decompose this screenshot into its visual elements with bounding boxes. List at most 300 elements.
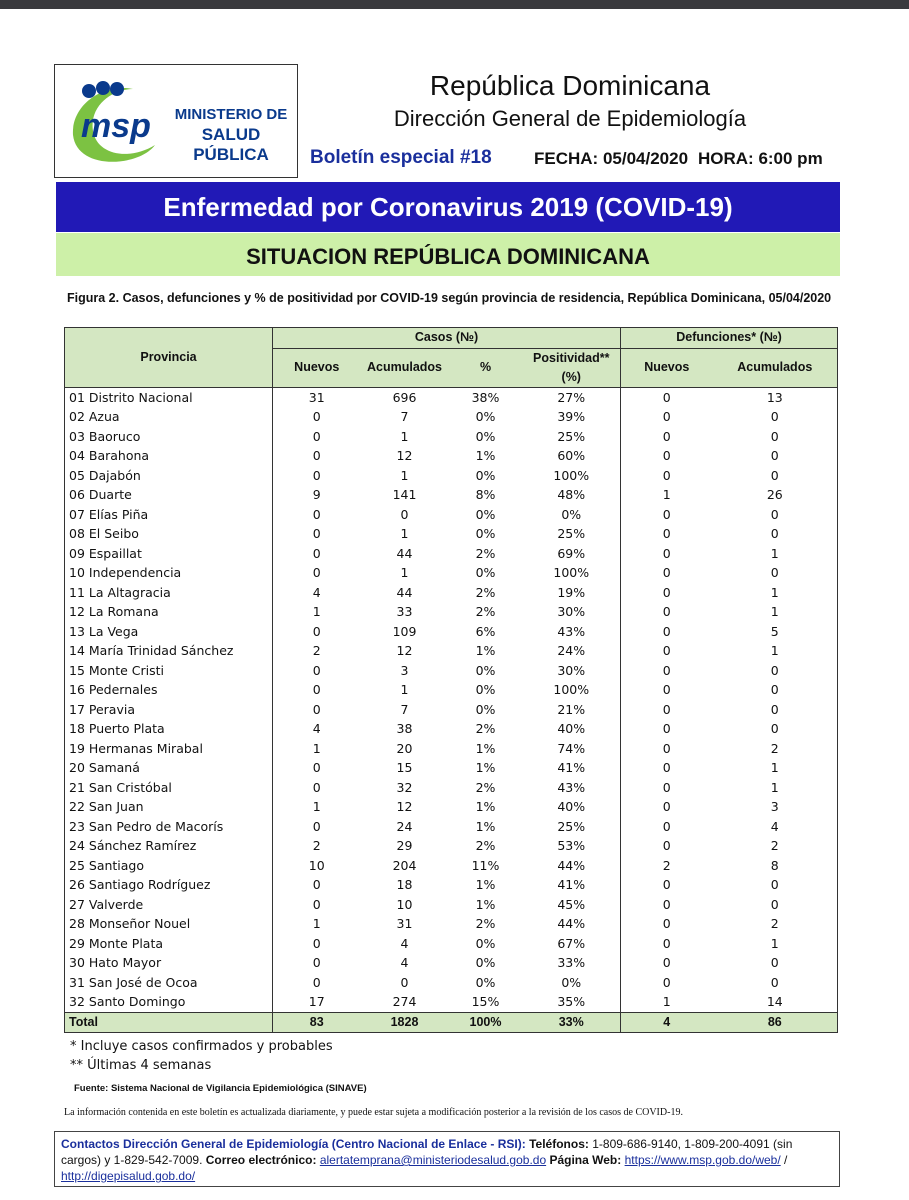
cell-def-acumulados: 2 <box>713 914 838 934</box>
source-note: Fuente: Sistema Nacional de Vigilancia Epidemiológica (SINAVE) <box>74 1083 367 1094</box>
bulletin-time: HORA: 6:00 pm <box>698 149 823 168</box>
col-pct: % <box>449 348 523 387</box>
cell-province: 19 Hermanas Mirabal <box>65 739 273 759</box>
cell-nuevos: 1 <box>312 604 321 620</box>
cell-positividad: 44% <box>523 856 621 876</box>
cell-def-nuevos: 0 <box>662 974 671 990</box>
cell-nuevos: 0 <box>312 662 321 678</box>
cell-nuevos: 0 <box>312 506 321 522</box>
table-row <box>65 739 838 759</box>
table-row <box>65 992 838 1012</box>
table-row <box>65 895 838 915</box>
cell-def-nuevos: 0 <box>662 565 671 581</box>
cell-positividad: 43% <box>523 778 621 798</box>
cell-province: 20 Samaná <box>65 758 273 778</box>
cell-pct: 0% <box>475 428 496 444</box>
cell-nuevos: 0 <box>312 701 321 717</box>
cell-acumulados: 12 <box>396 643 413 659</box>
phones: 1-809-686-9140, 1-809-200-4091 (sin cargos) y 1-829-542-7009. <box>61 1137 793 1167</box>
cell-def-acumulados: 2 <box>713 739 838 759</box>
cell-def-nuevos: 0 <box>662 721 671 737</box>
cell-nuevos: 4 <box>312 584 321 600</box>
cell-def-nuevos: 0 <box>662 799 671 815</box>
cell-nuevos: 9 <box>312 487 321 503</box>
disclaimer: La información contenida en este boletín es actualizada diariamente, y puede estar sujeta a modificación posterior a la revisión de los casos de COVID-19. <box>64 1107 683 1118</box>
cell-positividad: 48% <box>523 485 621 505</box>
cell-positividad: 69% <box>523 544 621 564</box>
cell-positividad: 35% <box>523 992 621 1012</box>
cell-positividad: 0% <box>523 505 621 525</box>
cell-def-nuevos: 0 <box>662 701 671 717</box>
bulletin-date: FECHA: 05/04/2020 <box>534 149 689 168</box>
cell-province: 10 Independencia <box>65 563 273 583</box>
cell-def-acumulados: 0 <box>713 407 838 427</box>
table-row <box>65 875 838 895</box>
cell-def-nuevos: 0 <box>662 506 671 522</box>
cell-acumulados: 20 <box>396 740 413 756</box>
cell-province: 22 San Juan <box>65 797 273 817</box>
table-row <box>65 602 838 622</box>
cell-def-nuevos: 0 <box>662 916 671 932</box>
table-row <box>65 719 838 739</box>
cell-def-nuevos: 0 <box>662 526 671 542</box>
table-row <box>65 407 838 427</box>
table-row <box>65 427 838 447</box>
cell-province: 07 Elías Piña <box>65 505 273 525</box>
cell-def-nuevos: 0 <box>662 389 671 405</box>
cell-def-acumulados: 0 <box>713 875 838 895</box>
cell-def-nuevos: 0 <box>662 409 671 425</box>
cell-nuevos: 0 <box>312 896 321 912</box>
cell-province: 04 Barahona <box>65 446 273 466</box>
cell-def-acumulados: 13 <box>713 387 838 407</box>
cell-positividad: 41% <box>523 758 621 778</box>
cell-province: 11 La Altagracia <box>65 583 273 603</box>
cell-acumulados: 0 <box>400 506 409 522</box>
cell-nuevos: 1 <box>312 740 321 756</box>
cell-acumulados: 1 <box>400 526 409 542</box>
cell-nuevos: 0 <box>312 565 321 581</box>
logo-line1: MINISTERIO DE <box>174 106 288 123</box>
cell-pct: 2% <box>475 779 496 795</box>
cell-pct: 0% <box>475 662 496 678</box>
cell-pct: 0% <box>475 974 496 990</box>
email-label: Correo electrónico: <box>205 1153 317 1167</box>
cell-positividad: 74% <box>523 739 621 759</box>
cell-province: 05 Dajabón <box>65 466 273 486</box>
cell-pct: 2% <box>475 584 496 600</box>
table-row <box>65 387 838 407</box>
cell-nuevos: 0 <box>312 682 321 698</box>
cell-nuevos: 0 <box>312 526 321 542</box>
cell-province: 12 La Romana <box>65 602 273 622</box>
banner-title: Enfermedad por Coronavirus 2019 (COVID-19) <box>56 182 840 232</box>
cell-positividad: 43% <box>523 622 621 642</box>
cell-province: 03 Baoruco <box>65 427 273 447</box>
cell-acumulados: 4 <box>400 935 409 951</box>
group-casos: Casos (№) <box>273 328 621 349</box>
cell-def-nuevos: 0 <box>662 623 671 639</box>
cell-def-acumulados: 14 <box>713 992 838 1012</box>
cell-pct: 0% <box>475 409 496 425</box>
cell-def-acumulados: 0 <box>713 524 838 544</box>
cell-nuevos: 0 <box>312 623 321 639</box>
cell-nuevos: 17 <box>308 994 325 1010</box>
cell-acumulados: 44 <box>396 584 413 600</box>
cell-positividad: 0% <box>523 973 621 993</box>
cell-def-nuevos: 0 <box>662 643 671 659</box>
cell-pct: 38% <box>471 389 500 405</box>
cell-positividad: 67% <box>523 934 621 954</box>
total-row <box>65 1012 838 1033</box>
cell-nuevos: 2 <box>312 838 321 854</box>
cell-positividad: 25% <box>523 817 621 837</box>
total-positividad: 33% <box>523 1012 621 1033</box>
cell-acumulados: 33 <box>396 604 413 620</box>
cell-province: 09 Espaillat <box>65 544 273 564</box>
cell-province: 13 La Vega <box>65 622 273 642</box>
cell-acumulados: 141 <box>392 487 417 503</box>
col-provincia: Provincia <box>65 328 273 388</box>
cell-acumulados: 1 <box>400 428 409 444</box>
cell-def-acumulados: 1 <box>713 583 838 603</box>
cell-province: 28 Monseñor Nouel <box>65 914 273 934</box>
cell-def-acumulados: 1 <box>713 778 838 798</box>
col-nuevos: Nuevos <box>273 348 361 387</box>
cell-nuevos: 1 <box>312 916 321 932</box>
cell-province: 01 Distrito Nacional <box>65 387 273 407</box>
table-row <box>65 544 838 564</box>
total-label: Total <box>65 1012 273 1033</box>
department-title: Dirección General de Epidemiología <box>393 106 747 131</box>
cell-acumulados: 696 <box>392 389 417 405</box>
cell-def-acumulados: 0 <box>713 953 838 973</box>
table-row <box>65 583 838 603</box>
cell-pct: 6% <box>475 623 496 639</box>
cell-def-nuevos: 0 <box>662 760 671 776</box>
phones-label: Teléfonos: <box>529 1137 589 1151</box>
cell-def-acumulados: 0 <box>713 563 838 583</box>
table-row <box>65 641 838 661</box>
cell-acumulados: 10 <box>396 896 413 912</box>
cases-table <box>64 327 838 1033</box>
cell-nuevos: 0 <box>312 545 321 561</box>
col-acumulados: Acumulados <box>361 348 449 387</box>
col-positividad: Positividad** (%) <box>523 348 621 387</box>
cell-pct: 0% <box>475 955 496 971</box>
cell-nuevos: 0 <box>312 955 321 971</box>
email-link[interactable]: alertatemprana@ministeriodesalud.gob.do <box>319 1153 547 1167</box>
cell-positividad: 44% <box>523 914 621 934</box>
table-row <box>65 466 838 486</box>
cell-province: 25 Santiago <box>65 856 273 876</box>
cell-pct: 0% <box>475 935 496 951</box>
cell-acumulados: 3 <box>400 662 409 678</box>
cell-def-nuevos: 0 <box>662 838 671 854</box>
cell-acumulados: 12 <box>396 448 413 464</box>
cell-province: 29 Monte Plata <box>65 934 273 954</box>
cell-acumulados: 31 <box>396 916 413 932</box>
cell-def-acumulados: 0 <box>713 446 838 466</box>
table-row <box>65 934 838 954</box>
cell-acumulados: 7 <box>400 701 409 717</box>
cell-positividad: 100% <box>523 563 621 583</box>
cell-pct: 0% <box>475 565 496 581</box>
cell-province: 15 Monte Cristi <box>65 661 273 681</box>
table-row <box>65 953 838 973</box>
cell-pct: 1% <box>475 643 496 659</box>
cell-positividad: 21% <box>523 700 621 720</box>
cell-def-acumulados: 4 <box>713 817 838 837</box>
cell-acumulados: 32 <box>396 779 413 795</box>
cell-def-acumulados: 1 <box>713 544 838 564</box>
cell-acumulados: 1 <box>400 565 409 581</box>
cell-def-acumulados: 0 <box>713 895 838 915</box>
total-pct: 100% <box>449 1012 523 1033</box>
table-row <box>65 563 838 583</box>
cell-acumulados: 38 <box>396 721 413 737</box>
table-row <box>65 914 838 934</box>
cell-positividad: 40% <box>523 719 621 739</box>
cell-acumulados: 12 <box>396 799 413 815</box>
cell-nuevos: 1 <box>312 799 321 815</box>
cell-nuevos: 0 <box>312 935 321 951</box>
cell-positividad: 53% <box>523 836 621 856</box>
cell-nuevos: 0 <box>312 409 321 425</box>
cell-pct: 15% <box>471 994 500 1010</box>
cell-acumulados: 24 <box>396 818 413 834</box>
cell-positividad: 25% <box>523 524 621 544</box>
cell-positividad: 19% <box>523 583 621 603</box>
figure-caption: Figura 2. Casos, defunciones y % de positividad por COVID-19 según provincia de residencia, República Dominicana, 05/04/2020 <box>67 291 832 305</box>
cell-def-acumulados: 2 <box>713 836 838 856</box>
cell-pct: 1% <box>475 818 496 834</box>
cell-pct: 2% <box>475 721 496 737</box>
cell-province: 24 Sánchez Ramírez <box>65 836 273 856</box>
cell-nuevos: 0 <box>312 467 321 483</box>
table-row <box>65 778 838 798</box>
cell-def-acumulados: 8 <box>713 856 838 876</box>
msp-logo <box>54 64 298 178</box>
cell-def-nuevos: 0 <box>662 448 671 464</box>
cell-positividad: 40% <box>523 797 621 817</box>
cell-acumulados: 18 <box>396 877 413 893</box>
cell-def-acumulados: 0 <box>713 700 838 720</box>
cell-nuevos: 0 <box>312 760 321 776</box>
contact-title: Contactos Dirección General de Epidemiología (Centro Nacional de Enlace - RSI): <box>61 1137 526 1151</box>
bulletin-number: Boletín especial #18 <box>310 147 492 168</box>
cell-acumulados: 4 <box>400 955 409 971</box>
cell-positividad: 25% <box>523 427 621 447</box>
cell-nuevos: 2 <box>312 643 321 659</box>
cell-nuevos: 0 <box>312 448 321 464</box>
cell-def-acumulados: 1 <box>713 758 838 778</box>
msp-logo-icon <box>63 75 171 169</box>
bulletin-row <box>310 147 840 173</box>
cell-pct: 0% <box>475 526 496 542</box>
table-row <box>65 505 838 525</box>
cell-def-nuevos: 0 <box>662 877 671 893</box>
cell-pct: 11% <box>471 857 500 873</box>
cell-def-acumulados: 0 <box>713 973 838 993</box>
cell-def-nuevos: 2 <box>662 857 671 873</box>
cell-def-nuevos: 0 <box>662 682 671 698</box>
cell-pct: 0% <box>475 467 496 483</box>
cell-acumulados: 44 <box>396 545 413 561</box>
cell-acumulados: 109 <box>392 623 417 639</box>
cell-province: 08 El Seibo <box>65 524 273 544</box>
cell-def-nuevos: 0 <box>662 604 671 620</box>
footnote-2: ** Últimas 4 semanas <box>70 1058 212 1073</box>
cell-nuevos: 10 <box>308 857 325 873</box>
cell-acumulados: 1 <box>400 467 409 483</box>
logo-line2: SALUD PÚBLICA <box>193 125 269 164</box>
web-link-digepi[interactable]: http://digepisalud.gob.do/ <box>61 1169 196 1183</box>
cell-def-acumulados: 5 <box>713 622 838 642</box>
table-row <box>65 700 838 720</box>
cell-pct: 8% <box>475 487 496 503</box>
cell-province: 26 Santiago Rodríguez <box>65 875 273 895</box>
cell-def-nuevos: 1 <box>662 994 671 1010</box>
cell-def-nuevos: 0 <box>662 955 671 971</box>
cell-nuevos: 0 <box>312 974 321 990</box>
cell-acumulados: 15 <box>396 760 413 776</box>
total-nuevos: 83 <box>273 1012 361 1033</box>
cell-province: 23 San Pedro de Macorís <box>65 817 273 837</box>
cell-nuevos: 4 <box>312 721 321 737</box>
cell-acumulados: 29 <box>396 838 413 854</box>
table-row <box>65 485 838 505</box>
cell-def-acumulados: 0 <box>713 661 838 681</box>
cell-def-acumulados: 0 <box>713 427 838 447</box>
table-row <box>65 758 838 778</box>
cell-positividad: 45% <box>523 895 621 915</box>
total-def-nuevos: 4 <box>621 1012 713 1033</box>
cell-def-nuevos: 0 <box>662 896 671 912</box>
col-def-nuevos: Nuevos <box>621 348 713 387</box>
table-row <box>65 446 838 466</box>
cell-positividad: 30% <box>523 602 621 622</box>
cell-pct: 1% <box>475 896 496 912</box>
cell-positividad: 100% <box>523 466 621 486</box>
cell-acumulados: 274 <box>392 994 417 1010</box>
cell-nuevos: 0 <box>312 428 321 444</box>
footnotes <box>70 1037 333 1075</box>
group-defunciones: Defunciones* (№) <box>621 328 838 349</box>
contact-box <box>54 1131 840 1187</box>
cell-province: 02 Azua <box>65 407 273 427</box>
cell-province: 21 San Cristóbal <box>65 778 273 798</box>
cell-pct: 1% <box>475 448 496 464</box>
cell-acumulados: 1 <box>400 682 409 698</box>
web-separator: / <box>784 1153 788 1167</box>
table-row <box>65 817 838 837</box>
table-row <box>65 622 838 642</box>
cell-def-acumulados: 3 <box>713 797 838 817</box>
cell-nuevos: 0 <box>312 818 321 834</box>
cell-def-acumulados: 1 <box>713 641 838 661</box>
cell-pct: 2% <box>475 916 496 932</box>
cell-province: 17 Peravia <box>65 700 273 720</box>
cell-def-nuevos: 0 <box>662 779 671 795</box>
cell-def-acumulados: 0 <box>713 719 838 739</box>
table-row <box>65 680 838 700</box>
svg-text:msp: msp <box>81 107 151 145</box>
web-label: Página Web: <box>549 1153 622 1167</box>
table-row <box>65 524 838 544</box>
cell-def-nuevos: 0 <box>662 428 671 444</box>
table-body <box>65 387 838 1012</box>
cell-positividad: 60% <box>523 446 621 466</box>
cell-def-acumulados: 26 <box>713 485 838 505</box>
cell-pct: 2% <box>475 838 496 854</box>
cell-nuevos: 0 <box>312 877 321 893</box>
cell-def-nuevos: 0 <box>662 584 671 600</box>
cell-def-nuevos: 0 <box>662 662 671 678</box>
cell-province: 06 Duarte <box>65 485 273 505</box>
cell-pct: 1% <box>475 740 496 756</box>
cell-pct: 2% <box>475 604 496 620</box>
cell-nuevos: 0 <box>312 779 321 795</box>
web-link-msp[interactable]: https://www.msp.gob.do/web/ <box>624 1153 781 1167</box>
cell-pct: 0% <box>475 506 496 522</box>
cell-pct: 0% <box>475 682 496 698</box>
cell-def-acumulados: 0 <box>713 466 838 486</box>
table-row <box>65 856 838 876</box>
table-row <box>65 661 838 681</box>
cell-def-nuevos: 0 <box>662 545 671 561</box>
cell-def-acumulados: 0 <box>713 505 838 525</box>
cell-province: 18 Puerto Plata <box>65 719 273 739</box>
cell-pct: 0% <box>475 701 496 717</box>
cell-def-acumulados: 0 <box>713 680 838 700</box>
table-row <box>65 836 838 856</box>
cell-def-acumulados: 1 <box>713 602 838 622</box>
table-row <box>65 797 838 817</box>
cell-positividad: 41% <box>523 875 621 895</box>
logo-text <box>167 105 295 165</box>
cell-province: 27 Valverde <box>65 895 273 915</box>
cell-acumulados: 0 <box>400 974 409 990</box>
cell-acumulados: 7 <box>400 409 409 425</box>
cell-def-nuevos: 1 <box>662 487 671 503</box>
cell-province: 32 Santo Domingo <box>65 992 273 1012</box>
cell-positividad: 30% <box>523 661 621 681</box>
cell-positividad: 27% <box>523 387 621 407</box>
cell-nuevos: 31 <box>308 389 325 405</box>
cell-positividad: 33% <box>523 953 621 973</box>
cell-positividad: 24% <box>523 641 621 661</box>
col-def-acumulados: Acumulados <box>713 348 838 387</box>
cell-pct: 1% <box>475 799 496 815</box>
cell-def-nuevos: 0 <box>662 818 671 834</box>
cell-def-acumulados: 1 <box>713 934 838 954</box>
cell-acumulados: 204 <box>392 857 417 873</box>
cell-positividad: 39% <box>523 407 621 427</box>
total-def-acumulados: 86 <box>713 1012 838 1033</box>
cell-pct: 1% <box>475 877 496 893</box>
country-title: República Dominicana <box>429 70 711 101</box>
top-bar <box>0 0 909 9</box>
cell-positividad: 100% <box>523 680 621 700</box>
cell-province: 16 Pedernales <box>65 680 273 700</box>
total-acumulados: 1828 <box>361 1012 449 1033</box>
section-title: SITUACION REPÚBLICA DOMINICANA <box>56 233 840 276</box>
cell-def-nuevos: 0 <box>662 740 671 756</box>
cell-pct: 1% <box>475 760 496 776</box>
cell-def-nuevos: 0 <box>662 467 671 483</box>
cell-pct: 2% <box>475 545 496 561</box>
